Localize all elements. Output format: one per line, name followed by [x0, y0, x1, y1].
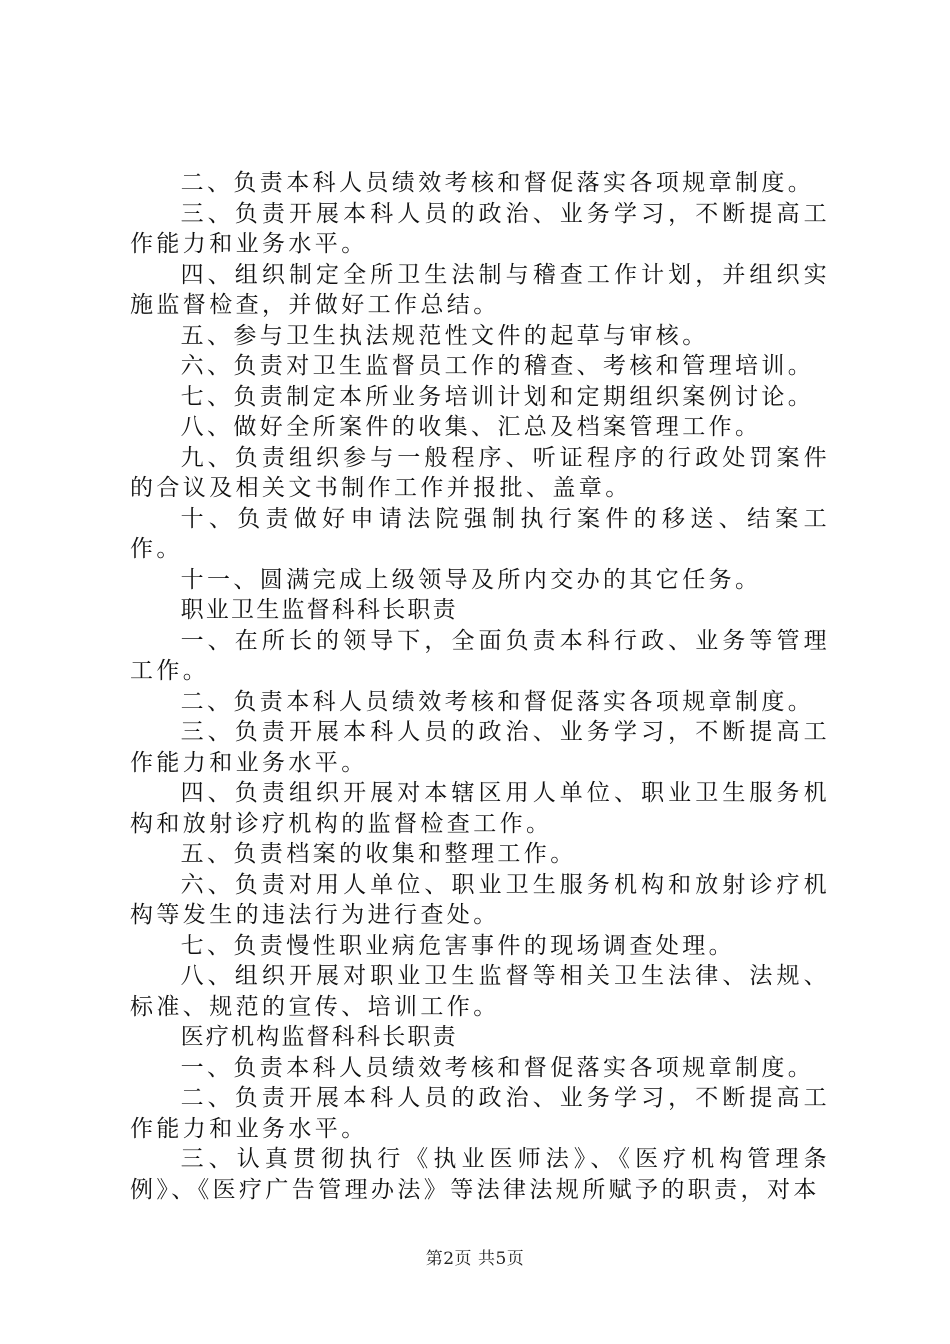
page-number-indicator: 第2页 共5页 — [425, 1249, 525, 1269]
paragraph: 七、负责慢性职业病危害事件的现场调查处理。 — [180, 932, 735, 959]
paragraph: 七、负责制定本所业务培训计划和定期组织案例讨论。 — [180, 383, 815, 410]
section-heading: 医疗机构监督科科长职责 — [180, 1024, 458, 1050]
paragraph: 四、负责组织开展对本辖区用人单位、职业卫生服务机构和放射诊疗机构的监督检查工作。 — [130, 780, 830, 837]
paragraph: 三、认真贯彻执行《执业医师法》、《医疗机构管理条例》、《医疗广告管理办法》等法律法规所赋予的职责，对本 — [130, 1146, 830, 1203]
paragraph: 八、组织开展对职业卫生监督等相关卫生法律、法规、标准、规范的宣传、培训工作。 — [130, 963, 830, 1020]
paragraph: 五、参与卫生执法规范性文件的起草与审核。 — [180, 322, 709, 349]
paragraph: 九、负责组织参与一般程序、听证程序的行政处罚案件的合议及相关文书制作工作并报批、盖章。 — [130, 444, 830, 501]
paragraph: 六、负责对用人单位、职业卫生服务机构和放射诊疗机构等发生的违法行为进行查处。 — [130, 871, 830, 928]
paragraph: 四、组织制定全所卫生法制与稽查工作计划，并组织实施监督检查，并做好工作总结。 — [130, 261, 830, 318]
paragraph: 十、负责做好申请法院强制执行案件的移送、结案工作。 — [130, 505, 830, 562]
paragraph: 三、负责开展本科人员的政治、业务学习，不断提高工作能力和业务水平。 — [130, 719, 830, 776]
paragraph: 二、负责本科人员绩效考核和督促落实各项规章制度。 — [180, 170, 815, 196]
paragraph: 十一、圆满完成上级领导及所内交办的其它任务。 — [180, 566, 762, 593]
paragraph: 二、负责开展本科人员的政治、业务学习，不断提高工作能力和业务水平。 — [130, 1085, 830, 1142]
paragraph: 一、负责本科人员绩效考核和督促落实各项规章制度。 — [180, 1054, 815, 1081]
paragraph: 六、负责对卫生监督员工作的稽查、考核和管理培训。 — [180, 353, 815, 379]
paragraph: 三、负责开展本科人员的政治、业务学习，不断提高工作能力和业务水平。 — [130, 200, 830, 257]
section-heading: 职业卫生监督科科长职责 — [180, 597, 458, 623]
document-body — [130, 168, 830, 1205]
page-footer — [0, 1244, 950, 1269]
paragraph: 五、负责档案的收集和整理工作。 — [180, 841, 577, 867]
paragraph: 八、做好全所案件的收集、汇总及档案管理工作。 — [180, 414, 762, 440]
paragraph: 一、在所长的领导下，全面负责本科行政、业务等管理工作。 — [130, 627, 830, 684]
paragraph: 二、负责本科人员绩效考核和督促落实各项规章制度。 — [180, 688, 815, 715]
